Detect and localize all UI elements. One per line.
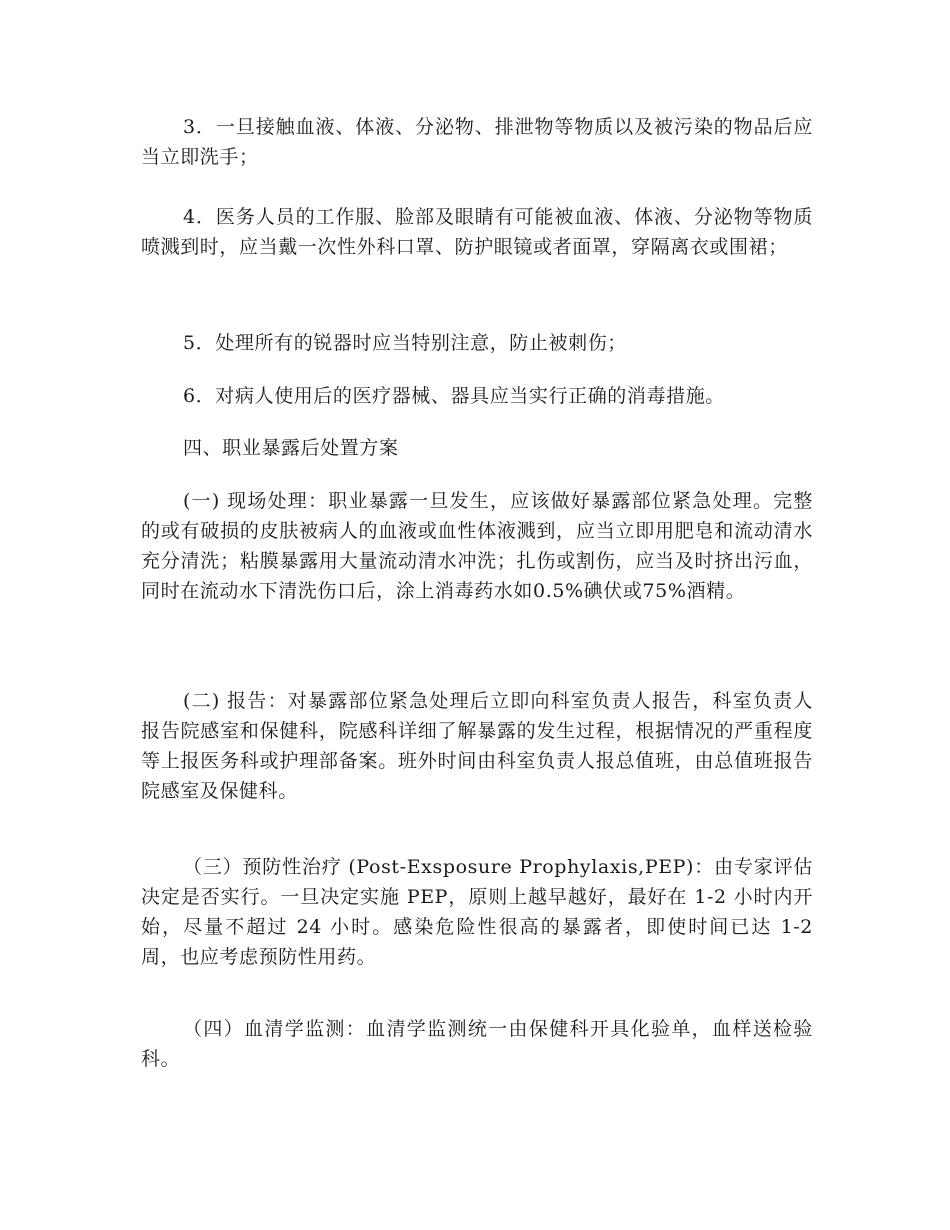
paragraph-report: (二) 报告：对暴露部位紧急处理后立即向科室负责人报告，科室负责人报告院感室和保健科，院感科详细了解暴露的发生过程，根据情况的严重程度等上报医务科或护理部备案。班外时间由科室负责人报总值班，由总值班报告院感室及保健科。 [141,690,813,802]
paragraph-item-6: 6．对病人使用后的医疗器械、器具应当实行正确的消毒措施。 [183,385,725,407]
paragraph-serology-monitoring: （四）血清学监测：血清学监测统一由保健科开具化验单，血样送检验科。 [141,1018,813,1070]
paragraph-item-4: 4．医务人员的工作服、脸部及眼睛有可能被血液、体液、分泌物等物质喷溅到时，应当戴一次性外科口罩、防护眼镜或者面罩，穿隔离衣或围裙； [141,206,813,258]
paragraph-item-3: 3．一旦接触血液、体液、分泌物、排泄物等物质以及被污染的物品后应当立即洗手； [141,116,813,168]
paragraph-preventive-treatment: （三）预防性治疗 (Post-Exsposure Prophylaxis,PEP)：由专家评估决定是否实行。一旦决定实施 PEP，原则上越早越好，最好在 1-2 小时内开始，尽量不超过 24 小时。感染危险性很高的暴露者，即使时间已达 1-2 周，也应考虑预防性用药。 [141,856,813,968]
paragraph-item-5: 5．处理所有的锐器时应当特别注意，防止被刺伤； [183,332,627,354]
paragraph-onsite-treatment: (一) 现场处理：职业暴露一旦发生，应该做好暴露部位紧急处理。完整的或有破损的皮肤被病人的血液或血性体液溅到，应当立即用肥皂和流动清水充分清洗；粘膜暴露用大量流动清水冲洗；扎伤或割伤，应当及时挤出污血，同时在流动水下清洗伤口后，涂上消毒药水如0.5%碘伏或75%酒精。 [141,490,813,602]
section-heading-4: 四、职业暴露后处置方案 [183,437,399,459]
